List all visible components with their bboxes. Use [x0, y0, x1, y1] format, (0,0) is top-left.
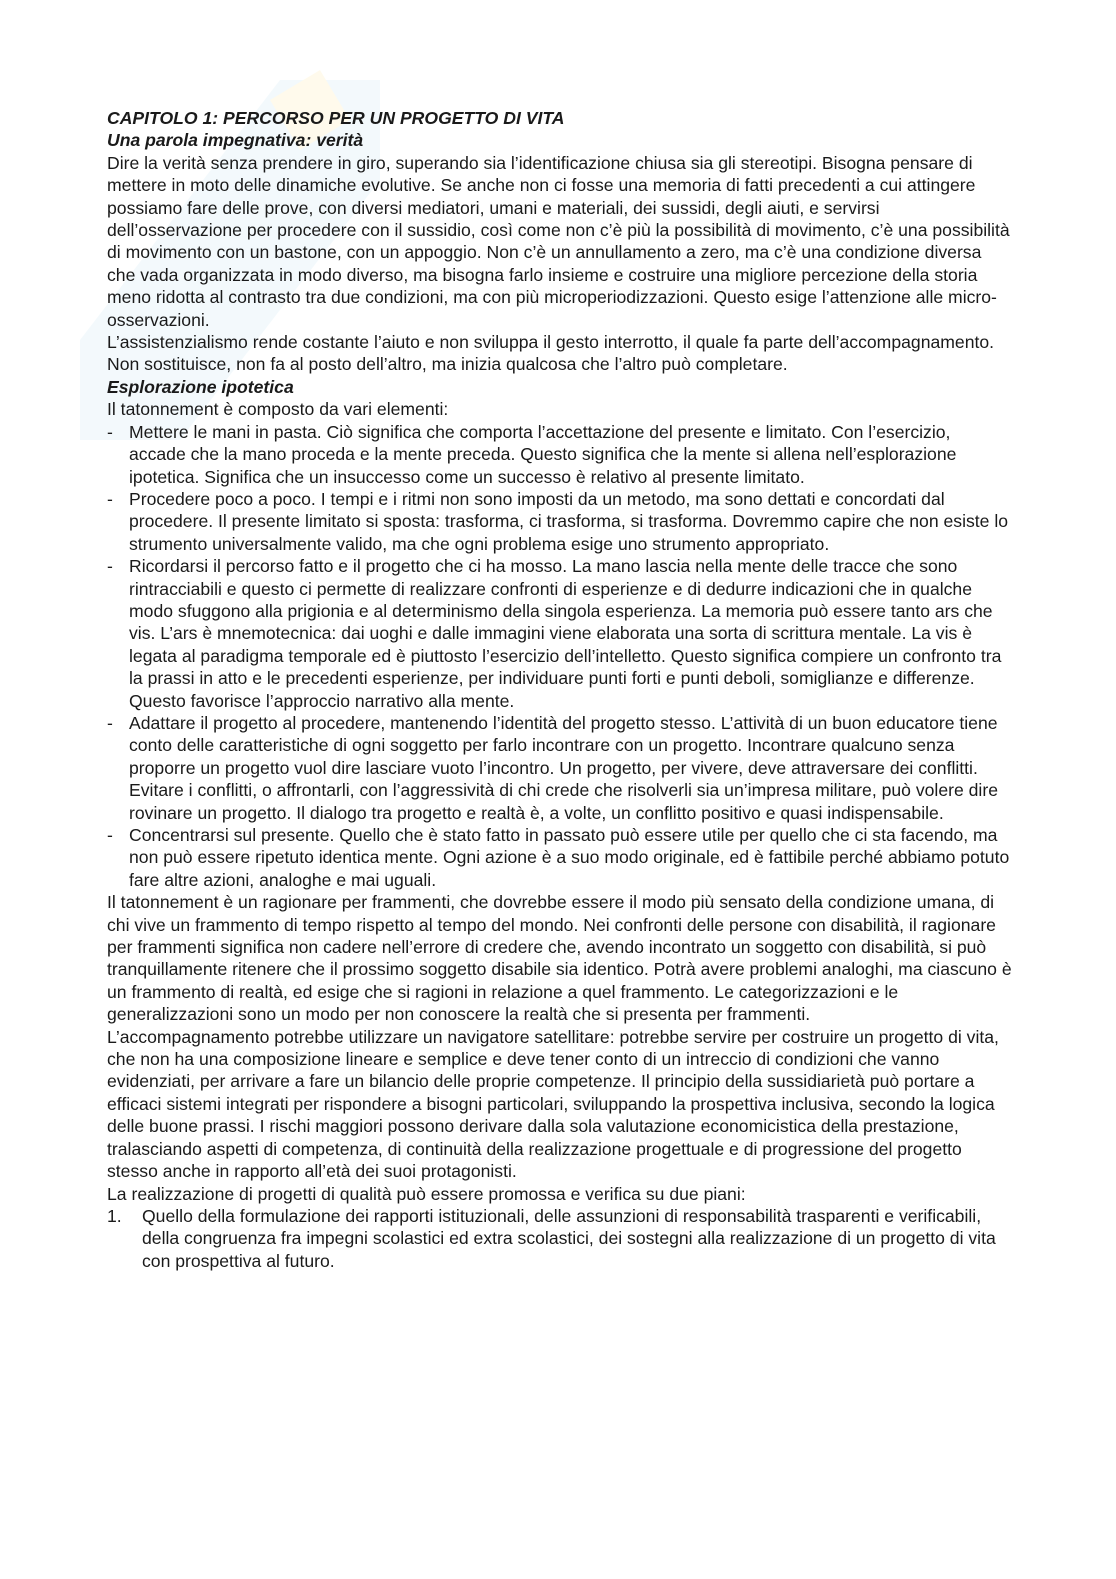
item-number: 1. [107, 1205, 122, 1226]
list-item: - Mettere le mani in pasta. Ciò significa che comporta l’accettazione del presente e limitato. Con l’esercizio, accade che la mano proceda e la mente preceda. Questo significa che la mente si allena nell’esplorazione ipotetica. Significa che un insuccesso come un successo è relativo al presente limitato. [107, 421, 1012, 488]
section-heading-esplorazione: Esplorazione ipotetica [107, 376, 294, 397]
paragraph: L’accompagnamento potrebbe utilizzare un navigatore satellitare: potrebbe servire per costruire un progetto di vita, che non ha una composizione lineare e semplice e deve tener conto di un intreccio di condizioni che vanno evidenziati, per arrivare a fare un bilancio delle proprie competenze. Il principio della sussidiarietà può portare a efficaci sistemi integrati per rispondere a bisogni particolari, sviluppando la prospettiva inclusiva, secondo la logica delle buone prassi. I rischi maggiori possono derivare dalla sola valutazione economicistica della prestazione, tralasciando aspetti di competenza, di continuità della realizzazione progettuale e di progressione del progetto stesso anche in rapporto all’età dei suoi protagonisti. [107, 1026, 999, 1182]
paragraph: L’assistenzialismo rende costante l’aiuto e non sviluppa il gesto interrotto, il quale fa parte dell’accompagnamento. Non sostituisce, non fa al posto dell’altro, ma inizia qualcosa che l’altro può completare. [107, 332, 995, 375]
paragraph: La realizzazione di progetti di qualità può essere promossa e verifica su due piani: [107, 1183, 746, 1204]
numbered-list [107, 1205, 1012, 1272]
list-item: - Concentrarsi sul presente. Quello che è stato fatto in passato può essere utile per quello che ci sta facendo, ma non può essere ripetuto identica mente. Ogni azione è a suo modo originale, ed è fattibile perché abbiamo potuto fare altre azioni, analoghe e mai uguali. [107, 824, 1012, 891]
paragraph: Dire la verità senza prendere in giro, superando sia l’identificazione chiusa sia gli stereotipi. Bisogna pensare di mettere in moto delle dinamiche evolutive. Se anche non ci fosse una memoria di fatti precedenti a cui attingere possiamo fare delle prove, con diversi mediatori, umani e materiali, dei sussidi, degli aiuti, e servirsi dell’osservazione per procedere con il sussidio, così come non c’è più la possibilità di movimento, c’è una possibilità di movimento con un bastone, con un appoggio. Non c’è un annullamento a zero, ma c’è una condizione diversa che vada organizzata in modo diverso, ma bisogna farlo insieme e costruire una migliore percezione della storia meno ridotta al contrasto tra due condizioni, ma con più microperiodizzazioni. Questo esige l’attenzione alle micro-osservazioni. [107, 152, 1010, 330]
item-text: Quello della formulazione dei rapporti istituzionali, delle assunzioni di responsabilità trasparenti e verificabili, della congruenza fra impegni scolastici ed extra scolastici, dei sostegni alla realizzazione di un progetto di vita con prospettiva al futuro. [142, 1205, 996, 1271]
section-heading-verita: Una parola impegnativa: verità [107, 130, 364, 151]
chapter-title: CAPITOLO 1: PERCORSO PER UN PROGETTO DI VITA [107, 108, 565, 128]
dash-list [107, 421, 1012, 892]
document-page [107, 107, 1012, 1272]
list-item: - Adattare il progetto al procedere, mantenendo l’identità del progetto stesso. L’attività di un buon educatore tiene conto delle caratteristiche di ogni soggetto per farlo incontrare con un progetto. Incontrare qualcuno senza proporre un progetto vuol dire lasciare vuoto l’incontro. Un progetto, per vivere, deve attraversare dei conflitti. Evitare i conflitti, o affrontarli, con l’aggressività di chi crede che risolverli sia un’impresa militare, può volere dire rovinare un progetto. Il dialogo tra progetto e realtà è, a volte, un conflitto positivo e quasi indispensabile. [107, 712, 1012, 824]
numbered-item [107, 1205, 1012, 1272]
list-intro: Il tatonnement è composto da vari elementi: [107, 399, 449, 420]
list-item: - Ricordarsi il percorso fatto e il progetto che ci ha mosso. La mano lascia nella mente delle tracce che sono rintracciabili e questo ci permette di realizzare confronti di esperienze e di dedurre indicazioni che in qualche modo sfuggono alla prigionia e al determinismo della singola esperienza. La memoria può essere tanto ars che vis. L’ars è mnemotecnica: dai uoghi e dalle immagini viene elaborata una sorta di scrittura mentale. La vis è legata al paradigma temporale ed è piuttosto l’esercizio dell’intelletto. Questo significa compiere un confronto tra la prassi in atto e le precedenti esperienze, per individuare punti forti e punti deboli, somiglianze e differenze. Questo favorisce l’approccio narrativo alla mente. [107, 555, 1012, 712]
list-item: - Procedere poco a poco. I tempi e i ritmi non sono imposti da un metodo, ma sono dettati e concordati dal procedere. Il presente limitato si sposta: trasforma, ci trasforma, si trasforma. Dovremmo capire che non esiste lo strumento universalmente valido, ma che ogni problema esige uno strumento appropriato. [107, 488, 1012, 555]
paragraph: Il tatonnement è un ragionare per frammenti, che dovrebbe essere il modo più sensato della condizione umana, di chi vive un frammento di tempo rispetto al tempo del mondo. Nei confronti delle persone con disabilità, il ragionare per frammenti significa non cadere nell’errore di credere che, avendo incontrato un soggetto con disabilità, si può tranquillamente ritenere che il prossimo soggetto disabile sia identico. Potrà avere problemi analoghi, ma ciascuno è un frammento di realtà, ed esige che si ragioni in relazione a quel frammento. Le categorizzazioni e le generalizzazioni sono un modo per non conoscere la realtà che si presenta per frammenti. [107, 892, 1012, 1025]
